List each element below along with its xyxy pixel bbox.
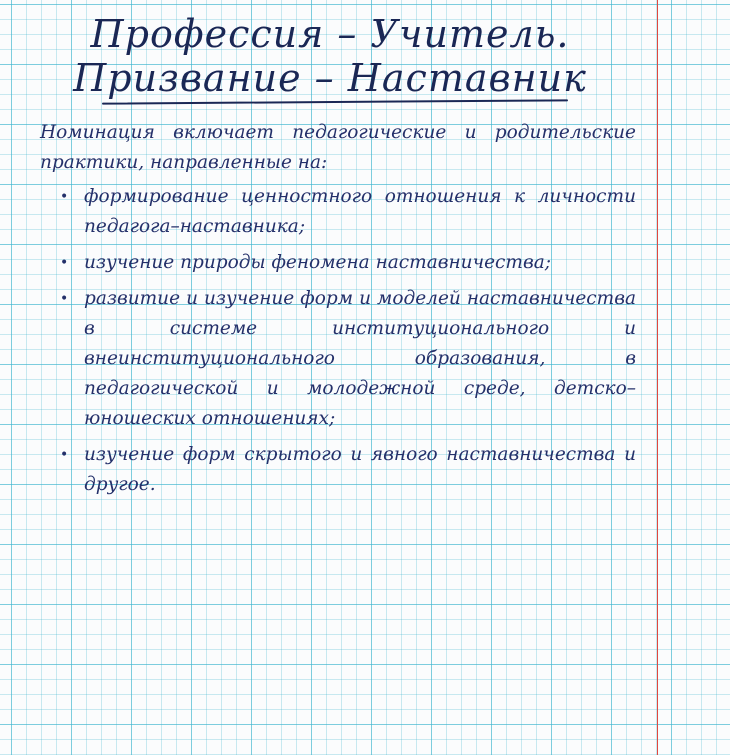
list-item-text: изучение форм скрытого и явного наставничества и другое. [84, 444, 636, 495]
list-item [40, 182, 636, 242]
list-item-text: изучение природы феномена наставничества; [84, 252, 551, 273]
list-item [40, 248, 636, 278]
page-title-line-1: Профессия – Учитель. [90, 12, 570, 56]
bullet-marker: • [60, 189, 69, 205]
list-item [40, 284, 636, 434]
page-title-line-2: Призвание – Наставник [73, 56, 587, 100]
list-item-text: развитие и изучение форм и моделей наставничества в системе институционального и внеинституционального образования, в педагогической и молодежной среде, детско–юношеских отношениях; [84, 288, 636, 429]
title-underline [102, 99, 568, 104]
nomination-description [40, 118, 636, 500]
list-item [40, 440, 636, 500]
list-item-text: формирование ценностного отношения к личности педагога–наставника; [84, 186, 636, 237]
bullet-marker: • [60, 291, 69, 307]
bullet-marker: • [60, 447, 69, 463]
notebook-margin-line [657, 0, 658, 755]
intro-paragraph: Номинация включает педагогические и родительские практики, направленные на: [40, 122, 636, 173]
bullet-marker: • [60, 255, 69, 271]
practice-list [40, 182, 636, 500]
